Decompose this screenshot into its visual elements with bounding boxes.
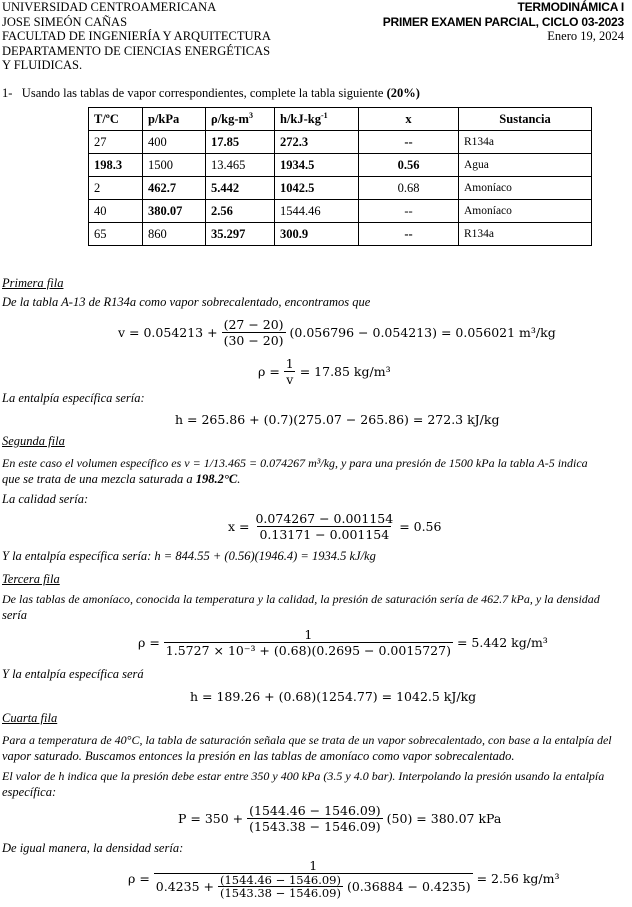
course-title: TERMODINÁMICA I (517, 0, 624, 14)
table-cell: 1934.5 (275, 154, 359, 177)
equation-density-1: ρ = $\frac{1}{v}$ = 17.85 kg/m³ (258, 356, 391, 387)
exam-date: Enero 19, 2024 (547, 29, 624, 43)
table-cell: 400 (143, 131, 206, 154)
table-row (89, 177, 592, 200)
header-cell: T/ºC (89, 108, 143, 131)
table-cell: 2 (89, 177, 143, 200)
exam-title: PRIMER EXAMEN PARCIAL, CICLO 03-2023 (382, 14, 624, 29)
equation-quality: x = $\frac{0.074267 - 0.001154}{0.13171 - 0.001154}$ = 0.56 (228, 511, 442, 542)
table-cell: 40 (89, 200, 143, 223)
table-cell: 17.85 (206, 131, 275, 154)
table-cell: Agua (459, 154, 592, 177)
header-line: DEPARTAMENTO DE CIENCIAS ENERGÉTICAS (2, 43, 271, 58)
table-cell: 2.56 (206, 200, 275, 223)
section-4-text-3: El valor de h indica que la presión debe estar entre 350 y 400 kPa (3.5 y 4.0 bar). Interpolando la presión usando la entalpía (2, 769, 605, 783)
table-cell: 27 (89, 131, 143, 154)
section-3-text-2: sería (2, 608, 27, 622)
table-cell: 1500 (143, 154, 206, 177)
table-cell: 462.7 (143, 177, 206, 200)
equation-pressure: P = 350 + $\frac{(1544.46 - 1546.09)}{(1543.38 - 1546.09)}$ (50) = 380.07 kPa (178, 803, 502, 834)
table-cell: 1042.5 (275, 177, 359, 200)
header-cell: $h/kJ-kg^{-1}$ (275, 108, 359, 131)
section-4-text-1: Para a temperatura de 40°C, la tabla de saturación señala que se trata de un vapor sobrecalentado, con base a la entalpía del (2, 733, 612, 747)
table-cell: 65 (89, 223, 143, 246)
table-cell: 35.297 (206, 223, 275, 246)
table-cell: 198.3 (89, 154, 143, 177)
table-cell: 300.9 (275, 223, 359, 246)
equation-enthalpy-3: h = 189.26 + (0.68)(1254.77) = 1042.5 kJ/kg (190, 689, 477, 704)
header-line: UNIVERSIDAD CENTROAMERICANA (2, 0, 217, 14)
section-3-text-1: De las tablas de amoníaco, conocida la temperatura y la calidad, la presión de saturación sería de 462.7 kPa, y la densidad (2, 592, 600, 606)
equation-specific-volume: v = 0.054213 + $\frac{(27 - 20)}{(30 - 20)}$ (0.056796 − 0.054213) = 0.056021 m³/kg (118, 317, 556, 348)
header-line: Y FLUIDICAS. (2, 58, 83, 72)
table-row (89, 223, 592, 246)
table-row (89, 131, 592, 154)
header-line: FACULTAD DE INGENIERÍA Y ARQUITECTURA (2, 29, 271, 43)
equation-density-3: ρ = $\frac{1}{\text{1.5727 × 10⁻³ + (0.68)(0.2695 − 0.0015727)}}$ = 5.442 kg/m³ (138, 627, 548, 658)
question-statement (2, 86, 420, 101)
table-row (89, 200, 592, 223)
header-line: JOSE SIMEÓN CAÑAS (2, 14, 128, 29)
section-4-text-4: específica: (2, 785, 57, 799)
question-number: 1- (2, 86, 13, 100)
header-cell: x (359, 108, 459, 131)
section-4-text-2: vapor saturado. Buscamos entonces la presión en las tablas de amoníaco como vapor sobrecalentado. (2, 749, 515, 763)
question-text: Usando las tablas de vapor correspondientes, complete la tabla siguiente (21, 86, 384, 100)
table-cell: 272.3 (275, 131, 359, 154)
enthalpy-label-1: La entalpía específica sería: (2, 391, 145, 405)
table-cell: Amoníaco (459, 200, 592, 223)
section-title-first-row: Primera fila (2, 276, 64, 290)
table-cell: 0.68 (359, 177, 459, 200)
table-cell: 0.56 (359, 154, 459, 177)
header-cell: Sustancia (459, 108, 592, 131)
table-cell: 5.442 (206, 177, 275, 200)
table-row (89, 154, 592, 177)
table-cell: R134a (459, 223, 592, 246)
equation-enthalpy-1: h = 265.86 + (0.7)(275.07 − 265.86) = 272.3 kJ/kg (175, 412, 500, 427)
section-2-text-2: que se trata de una mezcla saturada a 198.2°C. (2, 472, 241, 486)
density-label-4: De igual manera, la densidad sería: (2, 841, 184, 855)
table-cell: -- (359, 131, 459, 154)
section-title-second-row: Segunda fila (2, 434, 65, 448)
table-cell: -- (359, 223, 459, 246)
steam-table (88, 107, 592, 246)
table-cell: 1544.46 (275, 200, 359, 223)
section-title-third-row: Tercera fila (2, 572, 60, 586)
table-cell: R134a (459, 131, 592, 154)
table-cell: Amoníaco (459, 177, 592, 200)
header-cell: $\rho/kg-m^3$ (206, 108, 275, 131)
table-header-row (89, 108, 592, 131)
quality-label: La calidad sería: (2, 492, 89, 506)
equation-density-4: ρ = 1 0.4235 + $\frac{(1544.46 - 1546.09)}{(1543.38 - 1546.09)}$ (0.36884 − 0.4235) = 2.56 kg/m³ (128, 858, 560, 900)
header-cell: p/kPa (143, 108, 206, 131)
enthalpy-label-3: Y la entalpía específica será (2, 667, 144, 681)
section-title-fourth-row: Cuarta fila (2, 711, 58, 725)
table-cell: 380.07 (143, 200, 206, 223)
section-2-text-1: En este caso el volumen específico es v = 1/13.465 = 0.074267 m³/kg, y para una presión de 1500 kPa la tabla A-5 indica (2, 456, 588, 470)
institution-header (2, 0, 271, 73)
enthalpy-line-2: Y la entalpía específica sería: h = 844.55 + (0.56)(1946.4) = 1934.5 kJ/kg (2, 549, 376, 563)
table-cell: 860 (143, 223, 206, 246)
section-1-intro: De la tabla A-13 de R134a como vapor sobrecalentado, encontramos que (2, 295, 371, 309)
question-points: (20%) (386, 86, 420, 100)
exam-header (383, 0, 624, 44)
table-cell: -- (359, 200, 459, 223)
table-cell: 13.465 (206, 154, 275, 177)
